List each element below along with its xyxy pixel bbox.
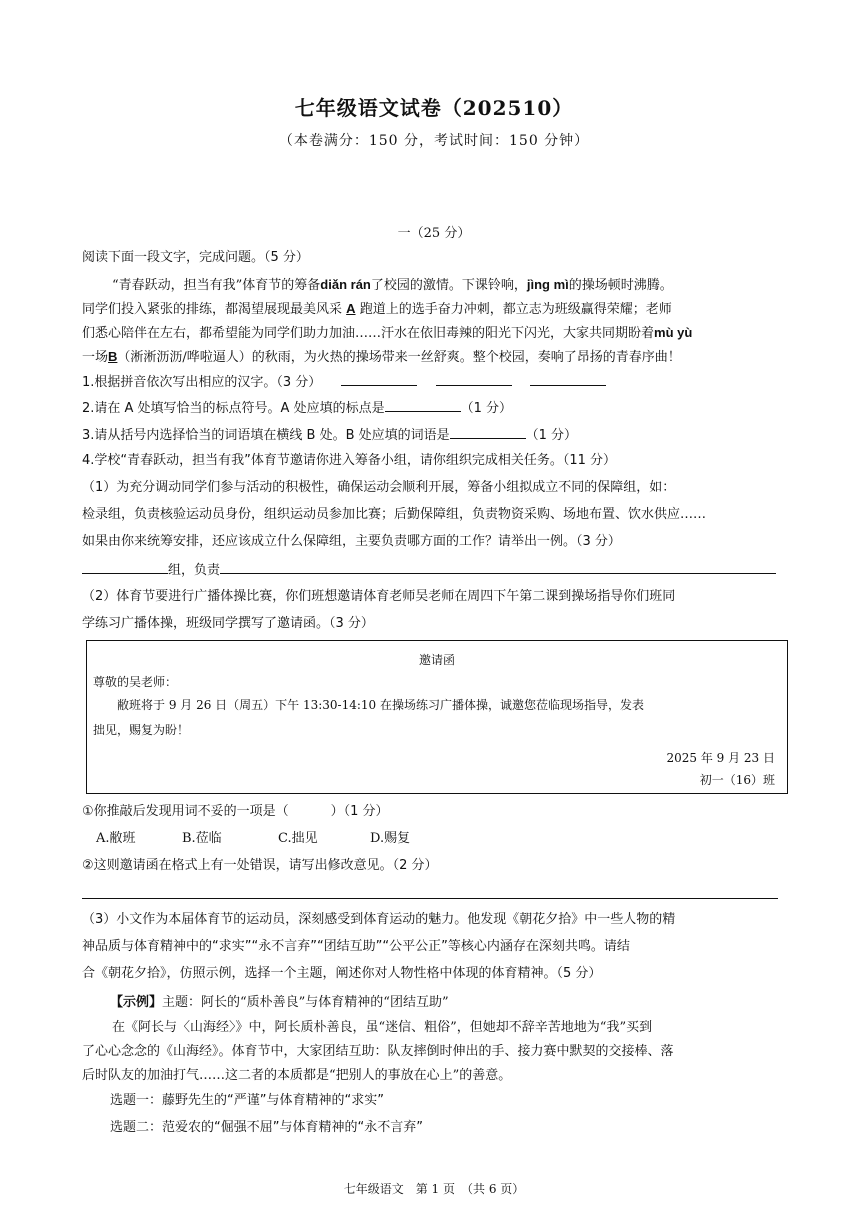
question-4-2-line-1: （2）体育节要进行广播体操比赛，你们班想邀请体育老师吴老师在周四下午第二课到操场指导你们班同 [82,589,676,604]
pinyin-jing-mi: jìng mì [526,277,569,292]
sub-question-1: ①你推敲后发现用词不妥的一项是（ ）（1 分） [82,804,389,819]
option-d[interactable]: D.赐复 [370,831,411,846]
options-row [82,830,788,848]
question-4-1-answer: 组，负责 [82,560,788,580]
question-3: 3.请从括号内选择恰当的词语填在横线 B 处。B 处应填的词语是 （1 分） [82,425,788,445]
passage-line-3: 们悉心陪伴在左右，都希望能为同学们助力加油……汗水在依旧毒辣的阳光下闪光，大家共同期盼着mù yù [82,325,693,341]
pinyin-mu-yu: mù yù [654,325,693,340]
example-label: 【示例】 [110,995,163,1010]
answer-blank-3[interactable] [530,372,606,386]
passage-line-1: “青春跃动，担当有我”体育节的筹备diǎn rán了校园的激情。下课铃响，jìng mì的操场顿时沸腾。 [112,277,673,293]
passage-line-2: 同学们投入紧张的排练，都渴望展现最美风采 A 跑道上的选手奋力冲刺，都立志为班级赢得荣耀；老师 [82,301,672,317]
answer-blank-q2[interactable] [385,398,461,412]
question-2: 2.请在 A 处填写恰当的标点符号。A 处应填的标点是 （1 分） [82,398,788,418]
question-4-2-line-2: 学练习广播体操，班级同学撰写了邀请函。（3 分） [82,616,374,631]
question-4: 4.学校“青春跃动，担当有我”体育节邀请你进入筹备小组，请你组织完成相关任务。（11 分） [82,453,617,468]
letter-salutation: 尊敬的吴老师： [93,675,178,689]
letter-body-1: 敝班将于 9 月 26 日（周五）下午 13:30-14:10 在操场练习广播体操，诚邀您莅临现场指导，发表 [117,698,645,712]
option-b[interactable]: B.莅临 [182,831,222,846]
question-4-3-line-2: 神品质与体育精神中的“求实”“永不言弃”“团结互助”“公平公正”等核心内涵存在深刻共鸣。请结 [82,939,630,954]
example-heading [82,994,788,1012]
example-topic: 主题：阿长的“质朴善良”与体育精神的“团结互助” [162,995,449,1010]
answer-blank-group[interactable] [82,560,168,574]
exam-title: 七年级语文试卷（202510） [294,96,574,120]
invitation-letter [86,640,788,794]
answer-blank-1[interactable] [341,372,417,386]
letter-date: 2025 年 9 月 23 日 [666,751,775,765]
letter-sender: 初一（16）班 [699,773,775,787]
exam-subtitle: （本卷满分：150 分，考试时间：150 分钟） [278,133,590,149]
question-1: 1.根据拼音依次写出相应的汉字。（3 分） [82,372,788,392]
letter-body-2: 拙见，赐复为盼！ [93,723,190,737]
topic-1: 选题一：藤野先生的“严谨”与体育精神的“求实” [110,1093,384,1108]
section-heading: 一（25 分） [397,226,471,241]
topic-2: 选题二：范爱农的“倔强不屈”与体育精神的“永不言弃” [110,1120,423,1135]
question-4-1-line-1: （1）为充分调动同学们参与活动的积极性，确保运动会顺利开展，筹备小组拟成立不同的保障组，如： [82,480,676,495]
answer-line-format[interactable] [82,898,778,899]
example-line-1: 在《阿长与〈山海经〉》中，阿长质朴善良，虽“迷信、粗俗”，但她却不辞辛苦地地为“我”买到 [112,1020,653,1035]
answer-blank-duty[interactable] [220,560,776,574]
question-4-3-line-3: 合《朝花夕拾》，仿照示例，选择一个主题，阐述你对人物性格中体现的体育精神。（5 分） [82,966,602,981]
option-c[interactable]: C.拙见 [278,831,318,846]
answer-blank-q3[interactable] [450,425,526,439]
option-a[interactable]: A.敝班 [96,831,136,846]
question-4-1-line-2: 检录组，负责核验运动员身份，组织运动员参加比赛；后勤保障组，负责物资采购、场地布置、饮水供应…… [82,507,707,522]
pinyin-dian-ran: diǎn rán [320,277,371,292]
example-line-2: 了心心念念的《山海经》。体育节中，大家团结互助：队友摔倒时伸出的手、接力赛中默契的交接棒、落 [82,1044,674,1059]
question-4-3-line-1: （3）小文作为本届体育节的运动员，深刻感受到体育运动的魅力。他发现《朝花夕拾》中一些人物的精 [82,912,676,927]
example-line-3: 后时队友的加油打气……这二者的本质都是“把别人的事放在心上”的善意。 [82,1068,512,1083]
passage-intro: 阅读下面一段文字，完成问题。（5 分） [82,250,309,265]
answer-blank-2[interactable] [436,372,512,386]
question-4-1-line-3: 如果由你来统筹安排，还应该成立什么保障组，主要负责哪方面的工作？请举出一例。（3 分） [82,534,621,549]
page-footer: 七年级语文 第 1 页 （共 6 页） [343,1182,525,1196]
passage-line-4: 一场B（淅淅沥沥/哗啦逼人）的秋雨，为火热的操场带来一丝舒爽。整个校园，奏响了昂扬的青春序曲！ [82,349,681,365]
letter-title: 邀请函 [418,653,455,667]
blank-a-marker: A [346,301,356,316]
sub-question-2: ②这则邀请函在格式上有一处错误，请写出修改意见。（2 分） [82,858,438,873]
blank-b-marker: B [108,349,118,364]
